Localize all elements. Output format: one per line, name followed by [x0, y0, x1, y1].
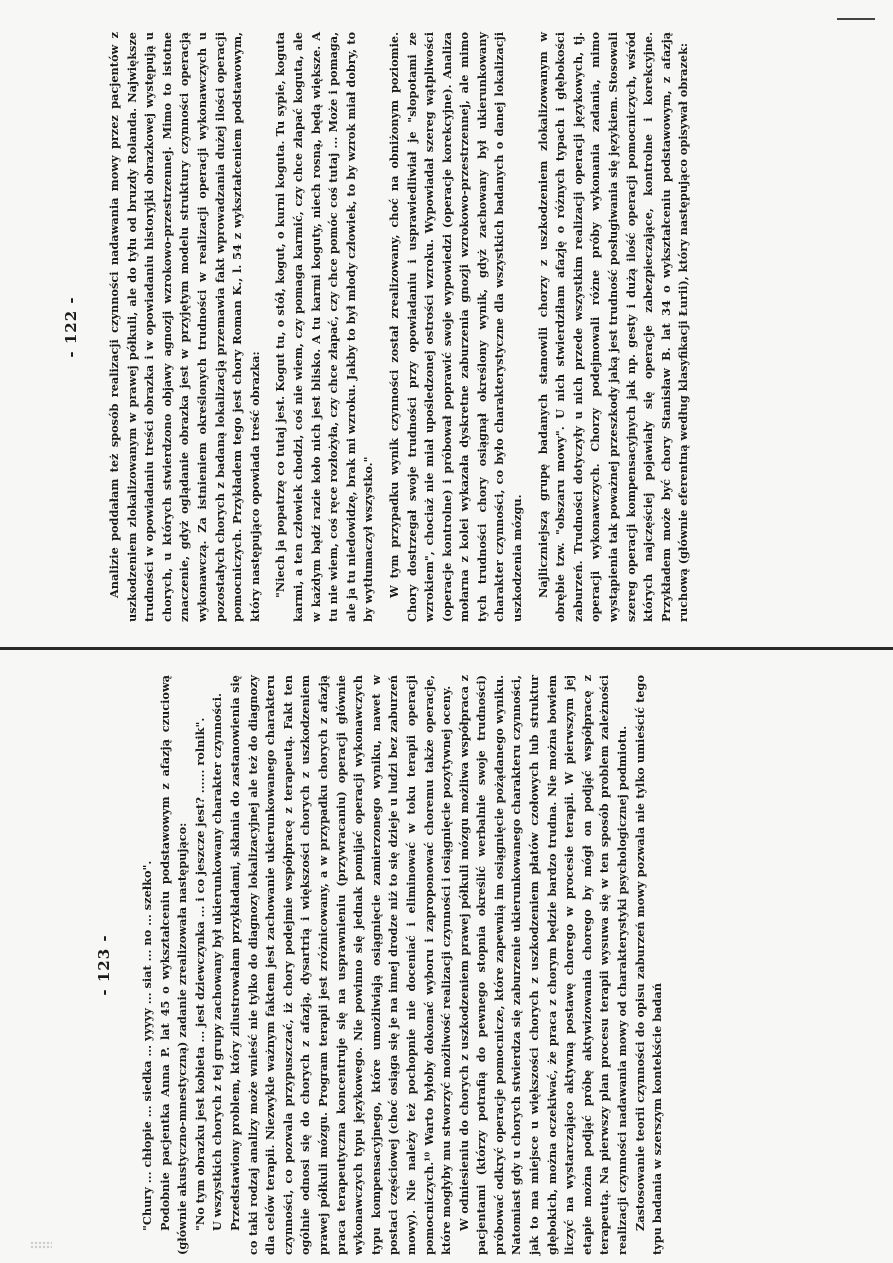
scan-noise — [30, 1241, 52, 1249]
page-122-rotated-content — [62, 32, 832, 622]
paragraph: Analizie poddałam też sposób realizacji czynności nadawania mowy przez pacjentów z uszkodzeniem zlokalizowanym w prawej półkuli, ale do tyłu od bruzdy Rolanda. Największe trudności w opowiadaniu treści obrazka i w opowiadaniu historyjki obrazkowej występują u chorych, u których stwierdzono objawy agnozji wzrokowo-przestrzennej. Mimo to istotne znaczenie, gdyż oglądanie obrazka jest w przyjętym modelu struktury czynności operacją wykonawczą. Za istnieniem określonych trudności w realizacji operacji wykonawczych u pozostałych chorych z badaną lokalizacją przemawia fakt wprowadzania dużej ilości operacji pomocniczych. Przykładem tego jest chory Roman K., l. 54 z wykształceniem podstawowym, który następująco opowiada treść obrazka: — [107, 32, 262, 622]
page-122-text — [106, 32, 693, 622]
paragraph: Zastosowanie teorii czynności do opisu zaburzeń mowy pozwala nie tylko umieścić tego typu badania w szerszym kontekście badań — [632, 675, 665, 1255]
paragraph: Najliczniejszą grupę badanych stanowili chorzy z uszkodzeniem zlokalizowanym w obrębie tzw. "obszaru mowy". U nich stwierdziłam afazję o różnych typach i głębokości zaburzeń. Trudności dotyczyły u nich przede wszystkim realizacji operacji językowych, tj. operacji wykonawczych. Chorzy podejmowali różne próby wykonania zadania, mimo wystąpienia tak poważnej przeszkody jaką jest trudność posługiwania się językiem. Stosowali szereg operacji kompensacyjnych jak np. gesty i dużą ilość operacji pomocniczych, wśród których najczęściej pojawiały się operacje zabezpieczające, kontrolne i korekcyjne. Przykładem może być chory Stanisław B. lat 34 o wykształceniu podstawowym, z afazją ruchową (głównie eferentną według klasyfikacji Łurii), który następująco opisywał obrazek: — [535, 32, 691, 622]
paragraph: U wszystkich chorych z tej grupy zachowany był ukierunkowany charakter czynności. — [210, 693, 225, 1231]
paragraph: W tym przypadku wynik czynności został zrealizowany, choć na obniżonym poziomie. Chory dostrzegał swoje trudności przy opowiadaniu i usprawiedliwiał je "słopotami ze wzrokiem", chociaż nie miał upośledzonej ostrości wzroku. Wypowiadał szereg wątpliwości (operacje kontrolne) i próbował poprawić swoje wypowiedzi (operacje korekcyjne). Analiza mołarna z kolei wykazała dyskretne zaburzenia gnozji wzrokowo-przestrzennej, ale mimo tych trudności chory osiągnął określony wynik, gdyż zachowany był ukierunkowany charakter czynności, co było charakterystyczne dla wszystkich badanych o danej lokalizacji uszkodzenia mózgu. — [386, 32, 525, 622]
paragraph: Przedstawiony problem, który zilustrowałam przykładami, skłania do zastanowienia się co taki rodzaj analizy może wnieść nie tylko do diagnozy lokalizacyjnej ale też do diagnozy dla celów terapii. Niezwykle ważnym faktem jest zachowanie ukierunkowanego charakteru czynności, co pozwala przypuszczać, iż chory podejmie współpracę z terapeutą. Fakt ten ogólnie odnosi się do chorych z afazją, dysartrią i większości chorych z uszkodzeniem prawej półkuli mózgu. Program terapii jest zróżnicowany, a w przypadku chorych z afazją praca terapeutyczna koncentruje się na usprawnieniu (przywracaniu) operacji głównie wykonawczych typu językowego. Nie powinno się jednak pomijać operacji wykonawczych typu kompensacyjnego, które umożliwiają osiągnięcie zamierzonego wyniku, nawet w postaci częściowej (choć osiąga się je na innej drodze niż to się dzieje u ludzi bez zaburzeń mowy). Nie należy też pochopnie nie doceniać i eliminować w toku terapii operacji pomocniczych.¹⁰ Warto byłoby dokonać wyboru i zaproponować choremu także operacje, które mogłyby mu stworzyć możliwość realizacji czynności i osiągnięcie pozytywnej oceny. — [227, 675, 454, 1255]
page-divider — [0, 647, 893, 650]
quote-paragraph: "Chury ... chłopie ... siedka ... yyyyy ... siat ... no ... szełko". — [140, 860, 154, 1231]
quote-paragraph: "Niech ja popatrzę co tutaj jest. Kogut tu, o stół, kogut, o kurni koguta. Tu sypie, koguta karmi, a ten człowiek chodzi, coś nie wiem, czy pomaga karmić, czy chce złapać koguta, ale w każdym bądź razie koło nich jest blisko. A tu karmi koguty, niech rosną, będą większe. A tu nie wiem, coś ręce rozłożyła, czy chce złapać, czy chce pomóc coś tutaj ... Może i pomaga, ale ja tu niedowidzę, brak mi wzroku. Jakby to był młody człowiek, to by wzrok miał dobry, to by wytłumaczył wszystko." — [273, 32, 376, 622]
paragraph: W odniesieniu do chorych z uszkodzeniem prawej półkuli mózgu możliwa współpraca z pacjentami (którzy potrafią do pewnego stopnia określić werbalnie swoje trudności) próbować odkryć operacje pomocnicze, które zapewnią im osiągnięcie pożądanego wyniku. Natomiast gdy u chorych stwierdza się zaburzenie ukierunkowanego charakteru czynności, jak to ma miejsce u większości chorych z uszkodzeniem płatów czołowych lub struktur głębokich, można oczekiwać, że praca z chorym będzie bardzo trudna. Nie można bowiem liczyć na wystarczająco aktywną postawę chorego w procesie terapii. W pierwszym jej etapie można podjąć próbę aktywizowania chorego by mógł on podjąć współpracę z terapeutą. Na pierwszy plan procesu terapii wysuwa się w ten sposób problem zależności realizacji czynności nadawania mowy od charakterystyki psychologicznej podmiotu. — [456, 675, 630, 1255]
page-123-rotated-content — [95, 675, 795, 1255]
page-number: - 122 - — [62, 296, 80, 358]
paragraph: Podobnie pacjentka Anna P. lat 45 o wykształceniu podstawowym z afazją czuciową (głównie akustyczno-mnestyczną) zadanie zrealizowała następująco: — [157, 675, 190, 1255]
page-number: - 123 - — [95, 934, 113, 996]
page-123 — [0, 655, 893, 1263]
page-123-text — [139, 675, 667, 1255]
quote-paragraph: "No tym obrazku jest kobieta ... jest dziewczynka ... i co jeszcze jest? ...... rolnik". — [192, 717, 207, 1231]
